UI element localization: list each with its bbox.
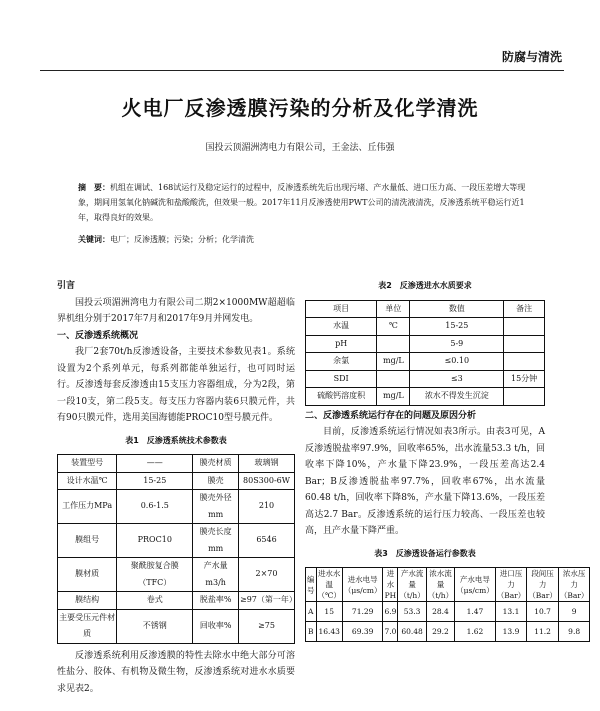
table3-header-cell: 产水电导（μs/cm） — [455, 568, 496, 602]
table2-cell: mg/L — [377, 353, 410, 371]
table1-cell: 产水量m3/h — [193, 558, 239, 592]
abstract-label: 摘 要： — [78, 183, 110, 192]
table2-cell: mg/L — [377, 388, 410, 406]
table3-cell: 10.7 — [527, 602, 559, 622]
table1-cell: 膜壳 — [193, 472, 239, 490]
table1-cell: 装置型号 — [58, 455, 117, 473]
table-row — [58, 490, 295, 524]
table3-cell: 28.4 — [426, 602, 454, 622]
section-tag: 防腐与清洗 — [501, 50, 562, 64]
table1-cell: 2×70 — [239, 558, 295, 592]
section1-heading: 一、反渗透系统概况 — [57, 330, 139, 341]
table3-header-cell: 编号 — [306, 568, 317, 602]
table1-cell: 膜材质 — [58, 558, 117, 592]
header-rule — [40, 70, 564, 71]
table2-cell — [504, 388, 545, 406]
table-row — [58, 592, 295, 610]
table2-cell: ℃ — [377, 318, 410, 336]
table3-header-cell: 浓水压力（Bar） — [559, 569, 589, 600]
table1-cell: 膜壳长度mm — [193, 524, 239, 558]
table1-cell: 工作压力MPa — [58, 490, 117, 524]
table3-header-cell: 进水电导（μs/cm） — [342, 568, 383, 602]
table-row — [306, 602, 590, 622]
table-row — [58, 524, 295, 558]
table2-cell: 水温 — [306, 318, 377, 336]
table3-cell: 16.43 — [316, 622, 342, 642]
table3-cell: 1.47 — [455, 602, 496, 622]
section2-heading: 二、反渗透系统运行存在的问题及原因分析 — [305, 410, 477, 421]
table1-cell: 15-25 — [117, 472, 193, 490]
table3-cell: 29.2 — [426, 622, 454, 642]
table2 — [305, 300, 545, 406]
table2-header-cell: 单位 — [377, 300, 410, 318]
table1-cell: 210 — [239, 490, 295, 524]
table3-header-cell: 进水PH — [384, 569, 397, 600]
table1-cell: 膜结构 — [58, 592, 117, 610]
table3-cell: 1.62 — [455, 622, 496, 642]
table2-cell — [504, 353, 545, 371]
table2-cell: 余氯 — [306, 353, 377, 371]
table2-cell: pH — [306, 335, 377, 353]
intro-heading: 引言 — [57, 281, 76, 291]
abstract — [78, 180, 530, 225]
table1-cell: 膜组号 — [58, 524, 117, 558]
table2-header-cell: 备注 — [504, 300, 545, 318]
right-column — [305, 278, 589, 642]
table-row — [58, 609, 295, 643]
table2-cell — [504, 318, 545, 336]
table1-cell: 回收率% — [193, 609, 239, 643]
table3-header-cell: 段间压力（Bar） — [528, 569, 557, 600]
table3-cell: 53.3 — [398, 602, 426, 622]
table2-caption: 表2 反渗透进水水质要求 — [378, 281, 472, 290]
table3-cell: 6.9 — [383, 602, 398, 622]
table2-cell: 15-25 — [410, 318, 504, 336]
table2-cell: 浓水不得发生沉淀 — [410, 388, 504, 406]
table3-cell: 9.8 — [558, 622, 590, 642]
table2-cell: SDI — [306, 370, 377, 388]
table2-cell — [377, 335, 410, 353]
table-row — [306, 370, 545, 388]
table3-cell: A — [306, 602, 317, 622]
abstract-text: 机组在调试、168试运行及稳定运行的过程中，反渗透系统先后出现污堵、产水量低、进口压力高、一段压差增大等现象，期间用氢氧化钠碱洗和盐酸酸洗，但效果一般。2017年11月反渗透使用PWT公司的清洗液清洗，反渗透系统平稳运行近1年，取得良好的效果。 — [78, 183, 526, 222]
table1-cell: 膜壳材质 — [193, 455, 239, 473]
table1-cell: ≥97（第一年） — [239, 592, 295, 610]
table1-cell: 主要受压元件材质 — [58, 609, 117, 643]
table-row — [58, 472, 295, 490]
table1-cell: 设计水温℃ — [58, 472, 117, 490]
table3-cell: 71.29 — [342, 602, 383, 622]
table2-cell: ≤3 — [410, 370, 504, 388]
article-title: 火电厂反渗透膜污染的分析及化学清洗 — [121, 96, 479, 120]
table3-cell: 9 — [558, 602, 590, 622]
keywords-label: 关键词： — [78, 235, 110, 244]
table3-cell: 13.1 — [495, 602, 527, 622]
table3-cell: 15 — [316, 602, 342, 622]
table2-cell — [377, 370, 410, 388]
table1-cell: 6546 — [239, 524, 295, 558]
table1-cell: ≥75 — [239, 609, 295, 643]
table3-header-cell: 进水水温（℃） — [317, 569, 341, 600]
table3-cell: B — [306, 622, 317, 642]
table3-header-cell: 浓水流量（t/h） — [427, 569, 454, 600]
table3-header-cell: 进口压力（Bar） — [496, 569, 526, 600]
table3-cell: 11.2 — [527, 622, 559, 642]
table1-cell: —— — [117, 455, 193, 473]
table-row — [306, 353, 545, 371]
table1-cell: 聚酰胺复合膜（TFC） — [117, 558, 193, 592]
table3-cell: 60.48 — [398, 622, 426, 642]
table-row — [58, 558, 295, 592]
table-row — [306, 318, 545, 336]
table1-cell: 膜壳外径mm — [193, 490, 239, 524]
table2-cell: 5-9 — [410, 335, 504, 353]
table-row — [306, 335, 545, 353]
table3-cell: 13.9 — [495, 622, 527, 642]
section2-paragraph: 目前，反渗透系统运行情况如表3所示。由表3可见，A反渗透脱盐率97.9%，回收率65%，出水流量53.3 t/h，回收率下降10%，产水量下降23.9%，一段压差高达2.4 Bar；B反渗透脱盐率97.7%，回收率67%，出水流量60.48 t/h，回收率下降8%，产水量下降13.6%，一段压差高达2.7 Bar。反渗透系统的运行压力较高、一段压差也较高，且产水量下降严重。 — [305, 427, 545, 536]
table3-caption: 表3 反渗透设备运行参数表 — [374, 548, 476, 558]
table1-cell: PROC10 — [117, 524, 193, 558]
table1-cell: 卷式 — [117, 592, 193, 610]
table1-cell: 不锈钢 — [117, 609, 193, 643]
keywords-text: 电厂；反渗透膜；污染；分析；化学清洗 — [110, 235, 254, 244]
after-table1-paragraph: 反渗透系统利用反渗透膜的特性去除水中绝大部分可溶性盐分、胶体、有机物及微生物，反渗透系统对进水水质要求见表2。 — [57, 650, 295, 694]
table3 — [305, 567, 590, 642]
table3-cell: 69.39 — [342, 622, 383, 642]
table1 — [57, 454, 295, 644]
table2-cell — [504, 335, 545, 353]
section1-paragraph: 我厂2套70t/h反渗透设备，主要技术参数见表1。系统设置为2个系列单元，每系列都能单独运行，也可同时运行。反渗透每套反渗透由15支压力容器组成，分为2段，第一段10支，第二段5支。每支压力容器内装6只膜元件，共有90只膜元件，选用美国海德能PROC10型号膜元件。 — [57, 347, 295, 423]
intro-paragraph: 国投云项湄洲湾电力有限公司二期2×1000MW超超临界机组分别于2017年7月和2017年9月并网发电。 — [57, 297, 295, 324]
table2-cell: 15分钟 — [504, 370, 545, 388]
table2-header-cell: 项目 — [306, 300, 377, 318]
table3-header-cell: 产水流量（t/h） — [399, 569, 425, 600]
left-column — [57, 278, 295, 697]
table-row — [306, 622, 590, 642]
keywords — [78, 234, 530, 245]
table2-cell: 硫酸钙溶度积 — [306, 388, 377, 406]
table1-cell: 80S300-6W — [239, 472, 295, 490]
table2-header-cell: 数值 — [410, 300, 504, 318]
table1-cell: 脱盐率% — [193, 592, 239, 610]
table-row — [306, 388, 545, 406]
table1-cell: 0.6-1.5 — [117, 490, 193, 524]
table2-cell: ≤0.10 — [410, 353, 504, 371]
authors-line: 国投云顶湄洲湾电力有限公司，王金法、丘伟强 — [205, 143, 395, 153]
table3-cell: 7.0 — [383, 622, 398, 642]
table1-cell: 玻璃钢 — [239, 455, 295, 473]
table-row — [58, 455, 295, 473]
table1-caption: 表1 反渗透系统技术参数表 — [125, 435, 227, 445]
